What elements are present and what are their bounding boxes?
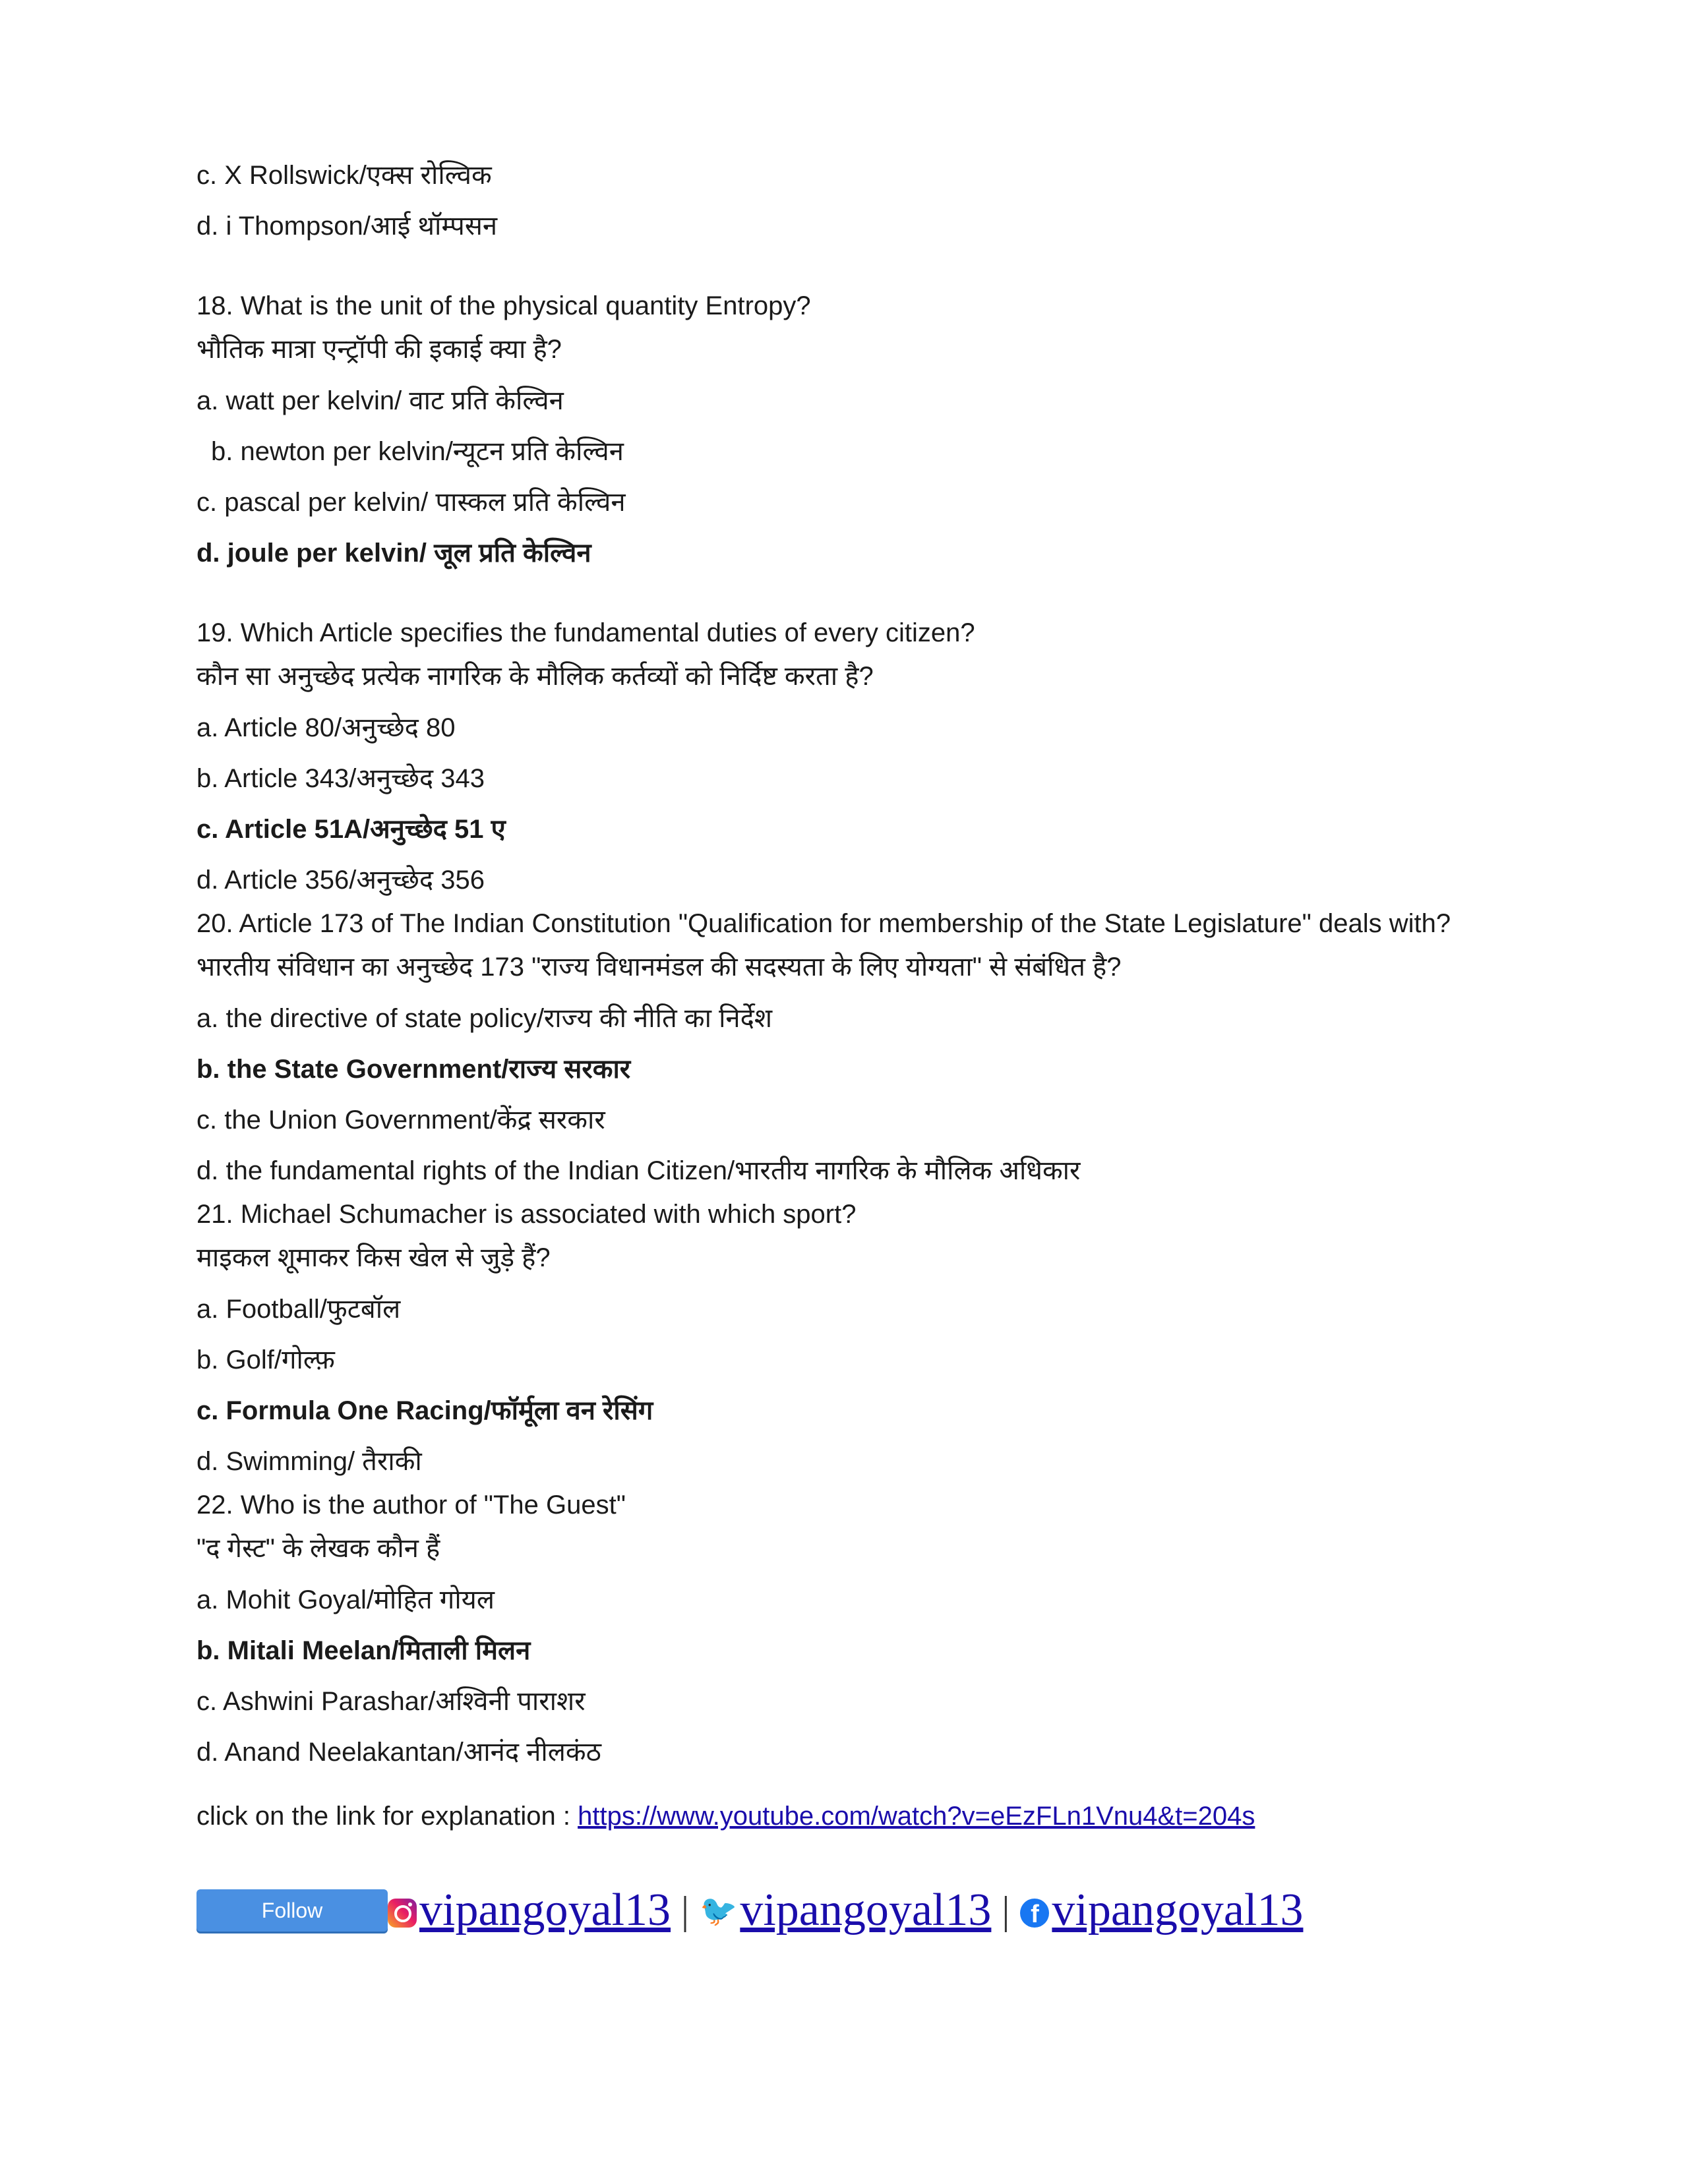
q21-option-d: d. Swimming/ तैराकी <box>196 1447 422 1476</box>
q18-question-en: 18. What is the unit of the physical quantity Entropy? <box>196 291 811 320</box>
question-document <box>196 158 1581 1850</box>
q21-option-b: b. Golf/गोल्फ़ <box>196 1345 335 1374</box>
q22-question-hi: "द गेस्ट" के लेखक कौन हैं <box>196 1534 440 1563</box>
q21-option-c-correct: c. Formula One Racing/फॉर्मूला वन रेसिंग <box>196 1396 653 1425</box>
q22-option-a: a. Mohit Goyal/मोहित गोयल <box>196 1585 495 1614</box>
q20-option-d: d. the fundamental rights of the Indian Citizen/भारतीय नागरिक के मौलिक अधिकार <box>196 1156 1081 1185</box>
explanation-link[interactable]: https://www.youtube.com/watch?v=eEzFLn1Vnu4&t=204s <box>578 1802 1255 1831</box>
prev-option-d: d. i Thompson/आई थॉम्पसन <box>196 212 498 241</box>
q21-option-a: a. Football/फुटबॉल <box>196 1295 401 1324</box>
follow-button[interactable]: Follow <box>196 1889 388 1932</box>
q19-option-b: b. Article 343/अनुच्छेद 343 <box>196 764 485 793</box>
q19-option-a: a. Article 80/अनुच्छेद 80 <box>196 713 456 742</box>
q19-question-en: 19. Which Article specifies the fundamental duties of every citizen? <box>196 618 975 647</box>
q22-option-d: d. Anand Neelakantan/आनंद नीलकंठ <box>196 1738 601 1767</box>
twitter-bird-icon: 🐦 <box>700 1892 738 1928</box>
explanation-line <box>196 1799 1581 1850</box>
q18-option-a: a. watt per kelvin/ वाट प्रति केल्विन <box>196 386 564 415</box>
twitter-link[interactable]: vipangoyal13 <box>740 1885 992 1935</box>
social-footer <box>196 1884 1303 1937</box>
q20-question-hi: भारतीय संविधान का अनुच्छेद 173 "राज्य विधानमंडल की सदस्यता के लिए योग्यता" से संबंधित है? <box>196 953 1122 982</box>
q20-question-en: 20. Article 173 of The Indian Constitution "Qualification for membership of the State Legislature" deals with? <box>196 909 1451 938</box>
q20-option-c: c. the Union Government/केंद्र सरकार <box>196 1106 605 1135</box>
explanation-label: click on the link for explanation : <box>196 1802 570 1831</box>
q19-question-hi: कौन सा अनुच्छेद प्रत्येक नागरिक के मौलिक कर्तव्यों को निर्दिष्ट करता है? <box>196 662 874 691</box>
q22-option-c: c. Ashwini Parashar/अश्विनी पाराशर <box>196 1687 586 1716</box>
facebook-link[interactable]: vipangoyal13 <box>1052 1885 1304 1935</box>
spacer <box>196 1786 1581 1799</box>
separator: | <box>681 1888 690 1932</box>
spacer <box>196 260 1581 289</box>
prev-option-c: c. X Rollswick/एक्स रोल्विक <box>196 161 492 190</box>
q20-option-b-correct: b. the State Government/राज्य सरकार <box>196 1055 631 1084</box>
q22-question-en: 22. Who is the author of "The Guest" <box>196 1490 626 1520</box>
separator: | <box>1002 1888 1010 1932</box>
q18-option-b: b. newton per kelvin/न्यूटन प्रति केल्विन <box>211 437 624 466</box>
q21-question-en: 21. Michael Schumacher is associated with which sport? <box>196 1200 857 1229</box>
q19-option-d: d. Article 356/अनुच्छेद 356 <box>196 866 485 895</box>
q18-option-d-correct: d. joule per kelvin/ जूल प्रति केल्विन <box>196 539 591 568</box>
instagram-icon <box>388 1899 417 1928</box>
q22-option-b-correct: b. Mitali Meelan/मिताली मिलन <box>196 1636 531 1665</box>
q19-option-c-correct: c. Article 51A/अनुच्छेद 51 ए <box>196 815 506 844</box>
q18-option-c: c. pascal per kelvin/ पास्कल प्रति केल्विन <box>196 488 626 517</box>
instagram-link[interactable]: vipangoyal13 <box>419 1885 671 1935</box>
facebook-icon: f <box>1020 1899 1049 1928</box>
q18-question-hi: भौतिक मात्रा एन्ट्रॉपी की इकाई क्या है? <box>196 335 562 364</box>
q20-option-a: a. the directive of state policy/राज्य की नीति का निर्देश <box>196 1004 773 1033</box>
spacer <box>196 587 1581 616</box>
q21-question-hi: माइकल शूमाकर किस खेल से जुड़े हैं? <box>196 1243 551 1272</box>
